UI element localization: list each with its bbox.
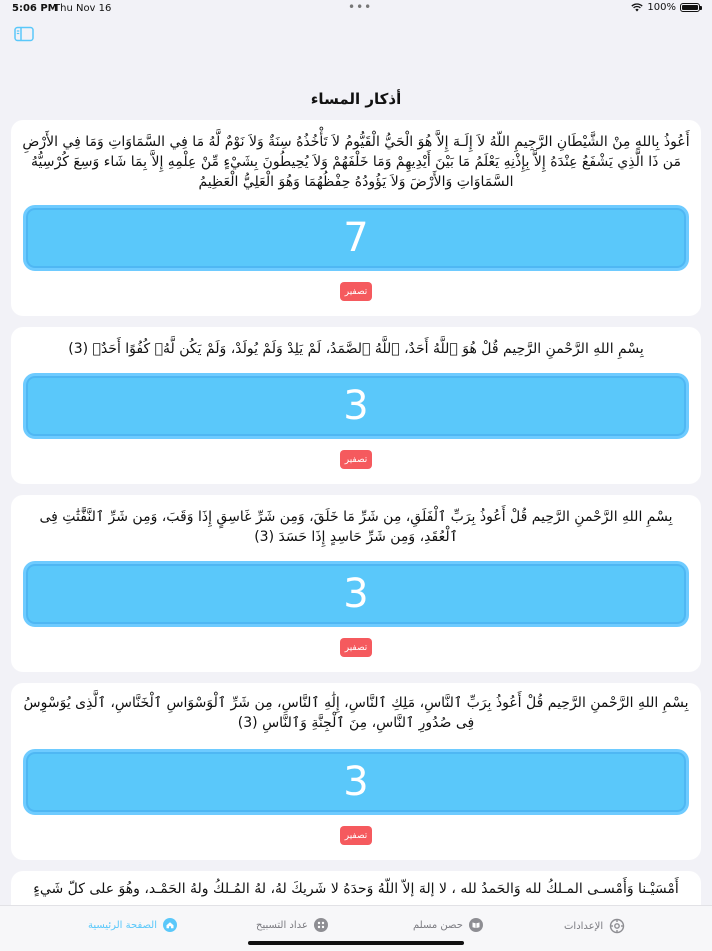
dhikr-text: أَمْسَيْـنا وَأَمْسـى المـلكُ لله وَالحَمدُ لله ، لا إلهَ إلاّ اللّهُ وَحدَهُ لا شَريكَ لهُ، لهُ المُـلكُ ولهُ الحَمْـد، وهُوَ على كلّ شَيءٍ [33, 881, 679, 897]
counter-button[interactable]: 3 [23, 561, 689, 627]
battery-percent: 100% [647, 2, 676, 13]
dhikr-card [11, 327, 701, 484]
counter-button[interactable]: 3 [23, 373, 689, 439]
tab-hisn-label: حصن مسلم [413, 919, 463, 931]
book-icon [469, 918, 483, 932]
status-right [631, 2, 700, 13]
status-bar [0, 0, 712, 18]
tab-home-label: الصفحة الرئيسية [88, 919, 157, 931]
sidebar-toggle-button[interactable] [14, 26, 36, 44]
wifi-icon [631, 3, 643, 12]
sidebar-icon [14, 26, 34, 42]
status-date: Thu Nov 16 [54, 3, 112, 14]
home-indicator [248, 941, 464, 945]
dhikr-text: بِسْمِ اللهِ الرَّحْمنِ الرَّحِيم قُلْ هُوَ ٱللَّهُ أَحَدٌ، ٱللَّهُ ٱلصَّمَدُ، لَمْ يَلِدْ وَلَمْ يُولَدْ، وَلَمْ يَكُن لَّهُۥ كُفُوًا أَحَدٌۢ (3) [68, 341, 644, 357]
counter-icon [314, 918, 328, 932]
battery-icon [680, 3, 700, 12]
tab-settings-label: الإعدادات [564, 920, 604, 932]
dhikr-card [11, 683, 701, 860]
dhikr-card [11, 495, 701, 672]
dhikr-text: بِسْمِ اللهِ الرَّحْمنِ الرَّحِيم قُلْ أَعُوذُ بِرَبِّ ٱلنَّاسِ، مَلِكِ ٱلنَّاسِ، إِلَٰهِ ٱلنَّاسِ، مِن شَرِّ ٱلْوَسْوَاسِ ٱلْخَنَّاسِ، ٱلَّذِى يُوَسْوِسُ فِى صُدُورِ ٱلنَّاسِ، مِنَ ٱلْجِنَّةِ وَٱلنَّاسِ (3) [23, 695, 689, 731]
counter-button[interactable]: 3 [23, 749, 689, 815]
tab-settings[interactable] [564, 918, 625, 934]
tab-home[interactable] [88, 918, 177, 932]
gear-icon [609, 918, 625, 934]
tab-tasbih-counter[interactable] [256, 918, 328, 932]
page-title: أذكار المساء [310, 90, 402, 108]
counter-button[interactable]: 7 [23, 205, 689, 271]
reset-button[interactable]: تصفير [340, 450, 372, 469]
reset-button[interactable]: تصفير [340, 638, 372, 657]
reset-button[interactable]: تصفير [340, 282, 372, 301]
reset-button[interactable]: تصفير [340, 826, 372, 845]
status-time: 5:06 PM [12, 3, 58, 14]
dhikr-text: بِسْمِ اللهِ الرَّحْمنِ الرَّحِيم قُلْ أَعُوذُ بِرَبِّ ٱلْفَلَقِ، مِن شَرِّ مَا خَلَقَ، وَمِن شَرِّ غَاسِقٍ إِذَا وَقَبَ، وَمِن شَرِّ ٱلنَّفَّٰثَٰتِ فِى ٱلْعُقَدِ، وَمِن شَرِّ حَاسِدٍ إِذَا حَسَدَ (3) [39, 509, 673, 545]
tab-tasbih-label: عداد التسبيح [256, 919, 308, 931]
home-icon [163, 918, 177, 932]
dhikr-text: أَعُوذُ بِاللهِ مِنْ الشَّيْطَانِ الرَّجِيمِ اللّهُ لاَ إِلَـهَ إِلاَّ هُوَ الْحَيُّ الْقَيُّومُ لاَ تَأْخُذُهُ سِنَةٌ وَلاَ نَوْمٌ لَّهُ مَا فِي السَّمَاوَاتِ وَمَا فِي الأَرْضِ مَن ذَا الَّذِي يَشْفَعُ عِنْدَهُ إِلاَّ بِإِذْنِهِ يَعْلَمُ مَا بَيْنَ أَيْدِيهِمْ وَمَا خَلْفَهُمْ وَلاَ يُحِيطُونَ بِشَيْءٍ مِّنْ عِلْمِهِ إِلاَّ بِمَا شَاء وَسِعَ كُرْسِيُّهُ السَّمَاوَاتِ وَالأَرْضَ وَلاَ يَؤُودُهُ حِفْظُهُمَا وَهُوَ الْعَلِيُّ الْعَظِيمُ [22, 134, 690, 190]
tab-hisn-muslim[interactable] [413, 918, 483, 932]
dhikr-card [11, 120, 701, 316]
multitasking-dots-icon[interactable]: ••• [348, 0, 373, 14]
